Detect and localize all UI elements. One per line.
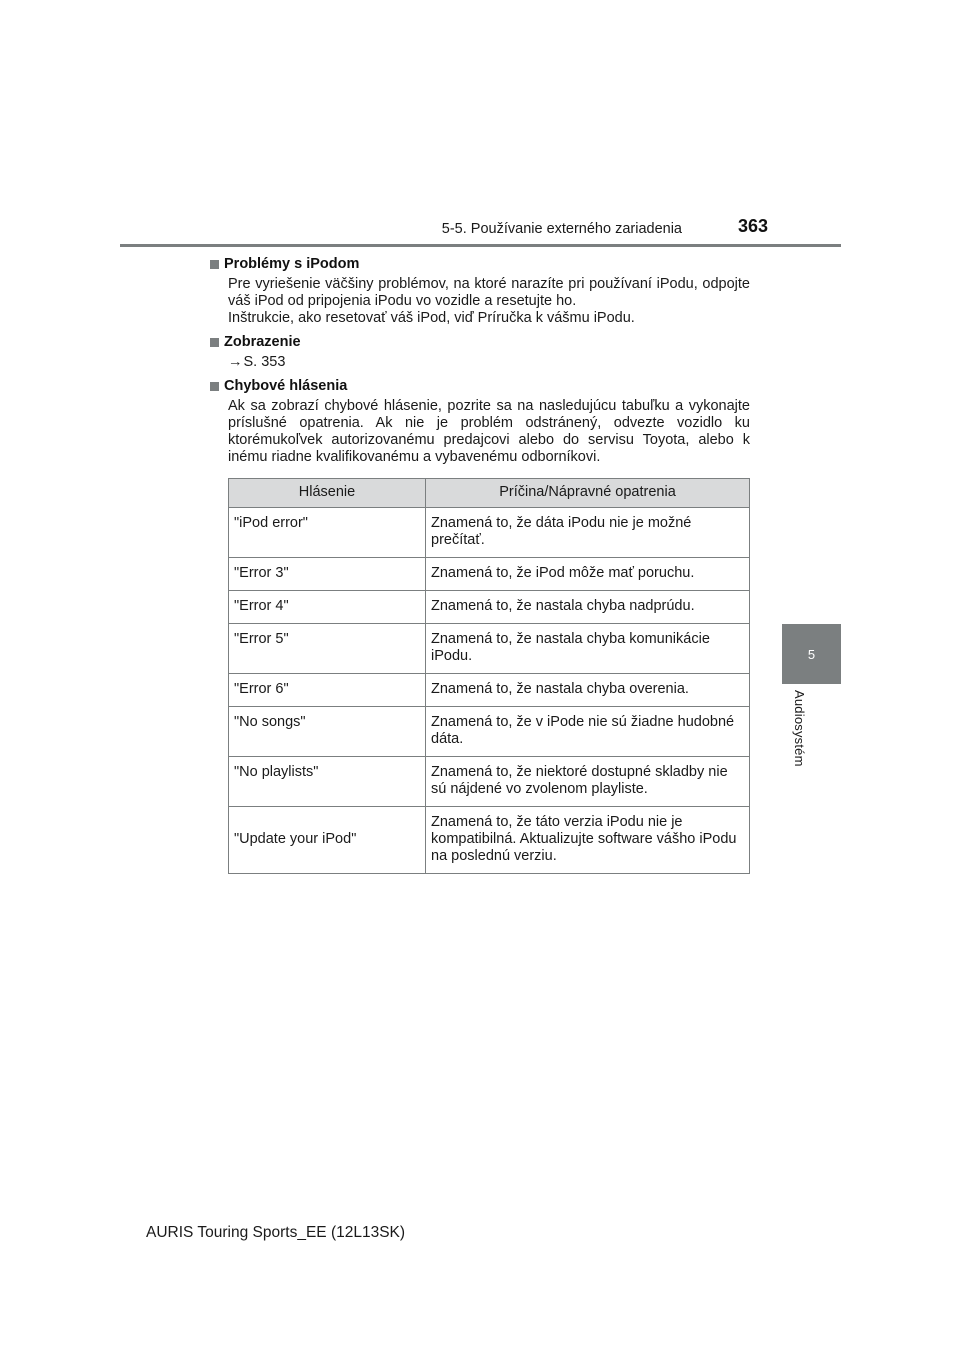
section-title: 5-5. Používanie externého zariadenia bbox=[441, 221, 682, 237]
section-display bbox=[210, 332, 750, 371]
section-body bbox=[228, 276, 750, 327]
paragraph: Inštrukcie, ako resetovať váš iPod, viď Príručka k vášmu iPodu. bbox=[228, 310, 635, 326]
table-row bbox=[229, 558, 750, 591]
cause-cell: Znamená to, že táto verzia iPodu nie je kompatibilná. Aktualizujte software vášho iPodu na poslednú verziu. bbox=[426, 807, 750, 874]
chapter-label: Audiosystém bbox=[792, 690, 807, 767]
cause-cell: Znamená to, že nastala chyba nadprúdu. bbox=[426, 591, 750, 624]
paragraph: Ak sa zobrazí chybové hlásenie, pozrite sa na nasledujúcu tabuľku a vykonajte príslušné opatrenia. Ak nie je problém odstránený, odvezte vozidlo ku ktorémukoľvek autorizovanému predajcovi alebo do servisu Toyota, alebo k inému riadne kvalifikovanému a vybavenému odborníkovi. bbox=[228, 398, 750, 465]
message-cell: "Error 4" bbox=[229, 591, 426, 624]
heading-text: Chybové hlásenia bbox=[224, 378, 348, 394]
square-bullet-icon bbox=[210, 338, 219, 347]
table-row bbox=[229, 591, 750, 624]
heading-text: Problémy s iPodom bbox=[224, 256, 360, 272]
square-bullet-icon bbox=[210, 382, 219, 391]
column-header-message: Hlásenie bbox=[229, 479, 426, 508]
message-cell: "Error 3" bbox=[229, 558, 426, 591]
message-cell: "Error 5" bbox=[229, 624, 426, 674]
table-row bbox=[229, 674, 750, 707]
chapter-tab bbox=[782, 624, 841, 684]
message-cell: "No playlists" bbox=[229, 757, 426, 807]
message-cell: "No songs" bbox=[229, 707, 426, 757]
reference-text: S. 353 bbox=[243, 354, 286, 370]
column-header-cause: Príčina/Nápravné opatrenia bbox=[426, 479, 750, 508]
page-number: 363 bbox=[738, 216, 769, 236]
section-body bbox=[228, 354, 750, 371]
table-row bbox=[229, 757, 750, 807]
footer-model-code: AURIS Touring Sports_EE (12L13SK) bbox=[146, 1224, 406, 1241]
cause-cell: Znamená to, že iPod môže mať poruchu. bbox=[426, 558, 750, 591]
chapter-number: 5 bbox=[807, 646, 816, 662]
cause-cell: Znamená to, že niektoré dostupné skladby nie sú nájdené vo zvolenom playliste. bbox=[426, 757, 750, 807]
section-heading bbox=[210, 254, 750, 274]
arrow-right-icon: → bbox=[228, 354, 243, 370]
section-error-messages bbox=[210, 376, 750, 466]
section-body bbox=[228, 398, 750, 466]
cause-cell: Znamená to, že v iPode nie sú žiadne hudobné dáta. bbox=[426, 707, 750, 757]
error-message-table bbox=[228, 478, 750, 874]
paragraph: Pre vyriešenie väčšiny problémov, na ktoré narazíte pri používaní iPodu, odpojte váš iPod od pripojenia iPodu vo vozidle a resetujte ho. bbox=[228, 276, 750, 309]
table-header-row bbox=[229, 479, 750, 508]
page-content bbox=[210, 254, 750, 471]
square-bullet-icon bbox=[210, 260, 219, 269]
cause-cell: Znamená to, že nastala chyba komunikácie iPodu. bbox=[426, 624, 750, 674]
table-row bbox=[229, 508, 750, 558]
message-cell: "Update your iPod" bbox=[229, 807, 426, 874]
table-row bbox=[229, 807, 750, 874]
section-heading bbox=[210, 332, 750, 352]
section-ipod-problems bbox=[210, 254, 750, 327]
message-cell: "iPod error" bbox=[229, 508, 426, 558]
heading-text: Zobrazenie bbox=[224, 334, 301, 350]
cause-cell: Znamená to, že nastala chyba overenia. bbox=[426, 674, 750, 707]
header-divider bbox=[120, 244, 841, 247]
table-row bbox=[229, 707, 750, 757]
message-cell: "Error 6" bbox=[229, 674, 426, 707]
page-reference[interactable] bbox=[228, 354, 750, 371]
table-row bbox=[229, 624, 750, 674]
section-heading bbox=[210, 376, 750, 396]
cause-cell: Znamená to, že dáta iPodu nie je možné prečítať. bbox=[426, 508, 750, 558]
